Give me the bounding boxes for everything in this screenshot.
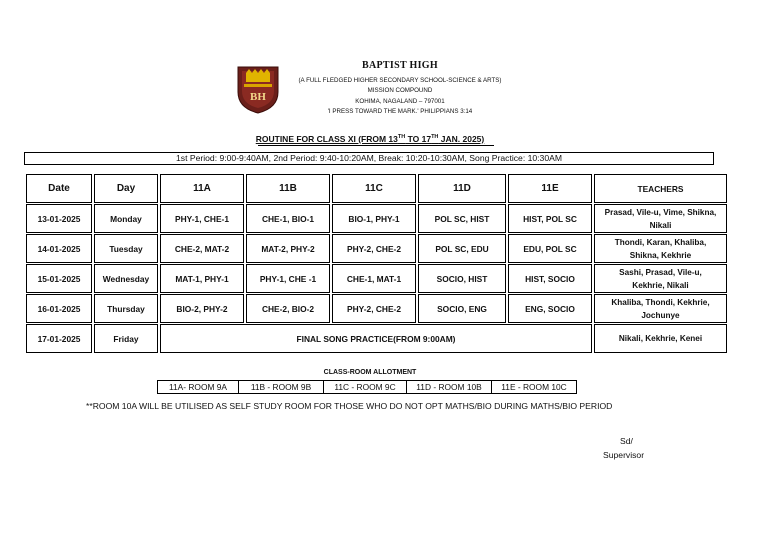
cell-teachers: Khaliba, Thondi, Kekhrie, Jochunye bbox=[594, 294, 727, 323]
cell-11e: HIST, POL SC bbox=[508, 204, 592, 233]
cell-date: 16-01-2025 bbox=[26, 294, 92, 323]
cell-date: 17-01-2025 bbox=[26, 324, 92, 353]
allotment-cell: 11C - ROOM 9C bbox=[323, 380, 407, 394]
allotment-cell: 11D - ROOM 10B bbox=[406, 380, 492, 394]
cell-11a: PHY-1, CHE-1 bbox=[160, 204, 244, 233]
title-divider bbox=[258, 145, 494, 146]
routine-table bbox=[24, 173, 729, 354]
cell-day: Monday bbox=[94, 204, 158, 233]
cell-11b: MAT-2, PHY-2 bbox=[246, 234, 330, 263]
cell-date: 14-01-2025 bbox=[26, 234, 92, 263]
cell-11b: PHY-1, CHE -1 bbox=[246, 264, 330, 293]
table-row bbox=[26, 294, 727, 323]
cell-date: 15-01-2025 bbox=[26, 264, 92, 293]
col-header-day: Day bbox=[94, 174, 158, 203]
table-row bbox=[26, 234, 727, 263]
allotment-title: CLASS-ROOM ALLOTMENT bbox=[323, 369, 417, 376]
col-header-11e: 11E bbox=[508, 174, 592, 203]
cell-11e: ENG, SOCIO bbox=[508, 294, 592, 323]
cell-11d: POL SC, HIST bbox=[418, 204, 506, 233]
table-row-final bbox=[26, 324, 727, 353]
cell-11e: HIST, SOCIO bbox=[508, 264, 592, 293]
svg-text:BH: BH bbox=[250, 91, 266, 103]
cell-11b: CHE-2, BIO-2 bbox=[246, 294, 330, 323]
cell-11d: SOCIO, HIST bbox=[418, 264, 506, 293]
cell-11c: PHY-2, CHE-2 bbox=[332, 294, 416, 323]
cell-final-event: FINAL SONG PRACTICE(FROM 9:00AM) bbox=[160, 324, 592, 353]
col-header-date: Date bbox=[26, 174, 92, 203]
self-study-note: **ROOM 10A WILL BE UTILISED AS SELF STUDY ROOM FOR THOSE WHO DO NOT OPT MATHS/BIO DURING MATHS/BIO PERIOD bbox=[86, 401, 613, 411]
cell-day: Tuesday bbox=[94, 234, 158, 263]
cell-day: Wednesday bbox=[94, 264, 158, 293]
cell-teachers: Sashi, Prasad, Vile-u, Kekhrie, Nikali bbox=[594, 264, 727, 293]
col-header-11d: 11D bbox=[418, 174, 506, 203]
cell-11c: CHE-1, MAT-1 bbox=[332, 264, 416, 293]
table-header-row bbox=[26, 174, 727, 203]
school-crest-logo bbox=[236, 64, 280, 114]
school-motto: 'I PRESS TOWARD THE MARK.' PHILIPPIANS 3:14 bbox=[327, 108, 473, 115]
allotment-cell: 11A- ROOM 9A bbox=[157, 380, 239, 394]
col-header-11b: 11B bbox=[246, 174, 330, 203]
cell-teachers: Thondi, Karan, Khaliba, Shikna, Kekhrie bbox=[594, 234, 727, 263]
table-row bbox=[26, 204, 727, 233]
cell-11b: CHE-1, BIO-1 bbox=[246, 204, 330, 233]
allotment-list bbox=[157, 380, 576, 394]
allotment-cell: 11E - ROOM 10C bbox=[491, 380, 577, 394]
address-line-2: KOHIMA, NAGALAND – 797001 bbox=[355, 98, 445, 105]
cell-11d: SOCIO, ENG bbox=[418, 294, 506, 323]
cell-teachers: Nikali, Kekhrie, Kenei bbox=[594, 324, 727, 353]
cell-day: Thursday bbox=[94, 294, 158, 323]
period-timings: 1st Period: 9:00-9:40AM, 2nd Period: 9:40-10:20AM, Break: 10:20-10:30AM, Song Practice: 10:30AM bbox=[24, 152, 714, 165]
cell-11c: PHY-2, CHE-2 bbox=[332, 234, 416, 263]
allotment-cell: 11B - ROOM 9B bbox=[238, 380, 324, 394]
school-name: BAPTIST HIGH bbox=[362, 60, 438, 71]
col-header-11a: 11A bbox=[160, 174, 244, 203]
table-row bbox=[26, 264, 727, 293]
address-line-1: MISSION COMPOUND bbox=[367, 87, 433, 94]
cell-11e: EDU, POL SC bbox=[508, 234, 592, 263]
cell-11a: CHE-2, MAT-2 bbox=[160, 234, 244, 263]
cell-11d: POL SC, EDU bbox=[418, 234, 506, 263]
col-header-11c: 11C bbox=[332, 174, 416, 203]
signature-sd: Sd/ bbox=[620, 436, 633, 446]
cell-11c: BIO-1, PHY-1 bbox=[332, 204, 416, 233]
cell-day: Friday bbox=[94, 324, 158, 353]
routine-title: ROUTINE FOR CLASS XI (FROM 13TH TO 17TH JAN. 2025) bbox=[255, 134, 485, 144]
cell-date: 13-01-2025 bbox=[26, 204, 92, 233]
cell-11a: BIO-2, PHY-2 bbox=[160, 294, 244, 323]
school-tagline: (A FULL FLEDGED HIGHER SECONDARY SCHOOL-SCIENCE & ARTS) bbox=[298, 77, 502, 84]
signature-role: Supervisor bbox=[603, 450, 645, 460]
cell-11a: MAT-1, PHY-1 bbox=[160, 264, 244, 293]
col-header-teachers: TEACHERS bbox=[594, 174, 727, 203]
cell-teachers: Prasad, Vile-u, Vime, Shikna, Nikali bbox=[594, 204, 727, 233]
